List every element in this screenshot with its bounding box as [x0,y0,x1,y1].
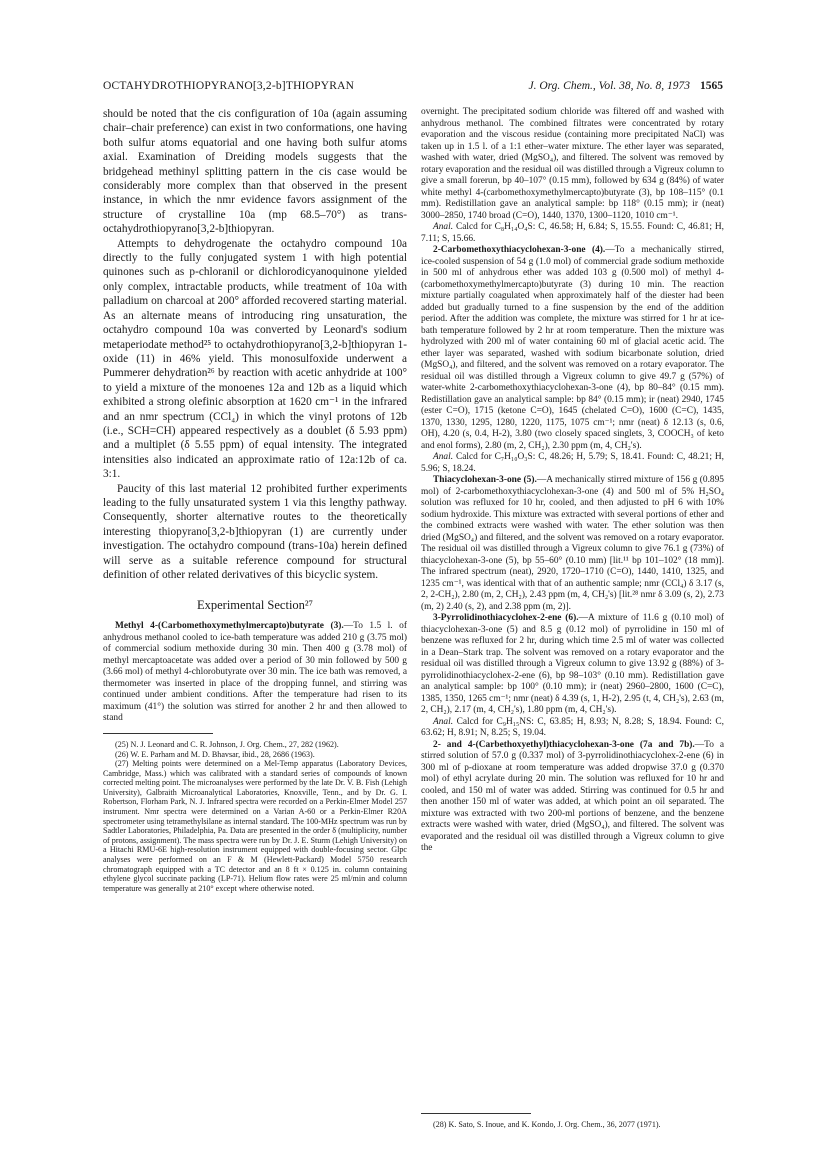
running-title: OCTAHYDROTHIOPYRANO[3,2-b]THIOPYRAN [103,80,355,92]
paragraph-body: Calcd for C₈H₁₄O₄S: C, 46.58; H, 6.84; S, 15.55. Found: C, 46.81; H, 7.11; S, 15.66. [421,222,724,244]
footnote: (26) W. E. Parham and M. D. Bhavsar, ibid., 28, 2686 (1963). [115,749,315,759]
footnote-divider [421,1113,531,1114]
paragraph: Paucity of this last material 12 prohibited further experiments leading to the fully unsaturated system 1 via this lengthy pathway. Consequently, shorter alternative routes to the theoretically interesting thiopyrano[3,2-b]thiopyran (1) are currently under investigation. The octahydro compound (trans-10a) herein defined will serve as a suitable reference compound for structural definition of other related derivatives of this bicyclic system. [103,482,407,581]
element [421,1120,724,1130]
compound-heading: Methyl 4-(Carbomethoxymethylmercapto)butyrate (3). [115,621,344,632]
paragraph [421,475,724,613]
page-number: 1565 [700,80,723,92]
anal-label: Anal. [433,452,454,462]
paragraph [421,740,724,855]
paragraph [421,613,724,717]
paragraph [421,222,724,245]
paragraph [421,245,724,452]
compound-heading: Thiacyclohexan-3-one (5). [433,475,537,485]
paragraph: should be noted that the cis configuration of 10a (again assuming chair–chair preference) can exist in two conformations, one having both sulfur atoms equatorial and one having both sulfur atoms axial. Examination of Dreiding models suggests that the bridgehead methinyl splitting pattern in the cis case would be considerably more complex than that observed in the present instance, in which the nmr evidence favors assignment of the structure of crystalline 10a (mp 68.5–70°) as trans-octahydrothiopyrano[3,2-b]thiopyran. [103,108,407,236]
footnotes [103,740,407,894]
paragraph-body: —A mixture of 11.6 g (0.10 mol) of thiacyclohexan-3-one (5) and 8.5 g (0.12 mol) of pyrrolidine in 150 ml of benzene was refluxed for 2 hr, during which time 2.5 ml of water was collected in a Dean–Stark trap. The solvent was removed on a rotary evaporator and the residual oil was distilled through a Vigreux column to give 13.92 g (88%) of 3-pyrrolidinothiacyclohex-2-ene (6), bp 98–103° (0.10 mm). Redistillation gave an analytical sample: bp 100° (0.10 mm); ir (neat) 2960–2800, 1600 (C=C), 1385, 1350, 1265 cm⁻¹; nmr (neat) δ 4.39 (s, 1, H-2), 2.95 (t, 4, CH₂'s), 2.63 (m, 2, CH₂), 2.17 (m, 4, CH₂'s), 1.80 ppm (m, 4, CH₂'s). [421,613,724,715]
paragraph [103,621,407,725]
journal-name: J. Org. Chem., Vol. 38, No. 8, 1973 [528,80,690,92]
right-column [421,107,724,855]
paragraph-body: Calcd for C₉H₁₅NS: C, 63.85; H, 8.93; N, 8.28; S, 18.94. Found: C, 63.62; H, 8.91; N, 8.25; S, 19.04. [421,716,724,738]
paragraph [421,717,724,740]
paragraph-body: —A mechanically stirred mixture of 156 g (0.895 mol) of 2-carbomethoxythiacyclohexan-3-one (4) and 500 ml of 5% H₂SO₄ solution was refluxed for 10 hr, cooled, and then adjusted to pH 6 with 10% sodium hydroxide. This mixture was extracted with several portions of ether and the combined extracts were washed with water. The ether solution was then dried (MgSO₄) and filtered, and the solvent was removed on a rotary evaporator. The residual oil was distilled through a Vigreux column to give 76.1 g (73%) of thiacyclohexan-3-one (5), bp 55–60° (0.10 mm) [lit.¹¹ bp 101–102° (18 mm)]. The infrared spectrum (neat), 2920, 1720–1710 (C=O), 1440, 1410, 1325, and 1235 cm⁻¹, was identical with that of an authentic sample; nmr (CCl₄) δ 3.17 (s, 2, 2-CH₂), 2.80 (m, 2, CH₂), 2.43 ppm (m, 4, CH₂'s) [lit.²⁸ nmr δ 3.09 (s, 2), 2.73 (m, 2) 2.40 (s, 2), and 2.38 ppm (m, 2)]. [421,475,724,612]
paragraph: Attempts to dehydrogenate the octahydro compound 10a directly to the fully conjugated system 1 with high potential quinones such as p-chloranil or dichlorodicyanoquinone yielded only complex, intractable products, while treatment of 10a with palladium on charcoal at 200° afforded recovered starting material. As an alternate means of introducing ring unsaturation, the octahydro compound 10a was converted by Leonard's sodium metaperiodate method²⁵ to octahydrothiopyrano[3,2-b]thiopyran 1-oxide (11) in 46% yield. This monosulfoxide underwent a Pummerer dehydration²⁶ by reaction with acetic anhydride at 100° to yield a mixture of the monoenes 12a and 12b as a liquid which exhibited a strong olefinic absorption at 1620 cm⁻¹ in the infrared and an nmr spectrum (CCl₄) in which the vinyl protons of 12b (i.e., SCH=CH) appeared respectively as a doublet (δ 5.93 ppm) and a multiplet (δ 5.55 ppm) of equal intensity. The integrated intensities also indicated an approximate ratio of 12a:12b of ca. 3:1. [103,237,407,481]
left-column [103,107,407,893]
compound-heading: 2- and 4-(Carbethoxyethyl)thiacyclohexan-3-one (7a and 7b). [433,739,695,750]
journal-citation [528,80,723,92]
paragraph-body: —To 1.5 l. of anhydrous methanol cooled to ice-bath temperature was added 210 g (3.75 mol) of commercial sodium methoxide during 30 min. Then 400 g (3.78 mol) of methyl mercaptoacetate was added over a period of 30 min followed by 500 g (3.66 mol) of methyl 4-chlorobutyrate over 30 min. The ice bath was removed, a thermometer was inserted in place of the dropping funnel, and stirring was continued under ambient conditions. After the temperature had risen to its maximum (41°) the solution was stirred for another 2 hr and then allowed to stand [103,621,407,724]
anal-label: Anal. [433,716,454,727]
compound-heading: 2-Carbomethoxythiacyclohexan-3-one (4). [433,245,606,255]
paragraph-body: Calcd for C₇H₁₀O₃S: C, 48.26; H, 5.79; S, 18.41. Found: C, 48.21; H, 5.96; S, 18.24. [421,452,724,474]
running-header [103,80,723,98]
experimental-text [103,621,407,725]
discussion-text [103,107,407,582]
paragraph-body: —To a stirred solution of 57.0 g (0.337 mol) of 3-pyrrolidinothiacyclohex-2-ene (6) in 300 ml of p-dioxane at room temperature was added dropwise 37.0 g (0.370 mol) of ethyl acrylate during 20 min. The solution was refluxed for 10 hr and cooled, and 150 ml of water was added. Stirring was continued for 0.5 hr and then another 150 ml of water was added, at which point an oil separated. The mixture was extracted with two 200-ml portions of benzene, and the benzene extracts were washed with water, dried (MgSO₄), and filtered. The solvent was evaporated and the residual oil was distilled through a Vigreux column to give the [421,739,725,853]
section-title: Experimental Section²⁷ [196,598,314,613]
experimental-text-continued [421,107,724,855]
footnote-divider [103,733,213,734]
right-footnote-block [421,1105,724,1130]
paragraph: overnight. The precipitated sodium chloride was filtered off and washed with anhydrous methanol. The combined filtrates were concentrated by rotary evaporation and the viscous residue (containing more precipitated NaCl) was taken up in 1.5 l. of a 1:1 ether–water mixture. The ether layer was separated, washed with water, dried (MgSO₄), and filtered. The solvent was removed by rotary evaporation and the residual oil was distilled through a Vigreux column to give a small forerun, bp 40–107° (0.15 mm), followed by 634 g (84%) of water white methyl 4-(carbomethoxymethylmercapto)butyrate (3), bp 108–115° (0.1 mm). Redistillation gave an analytical sample: bp 118° (0.15 mm); ir (neat) 3000–2850, 1740 broad (C=O), 1440, 1370, 1300–1120, 1010 cm⁻¹. [421,107,724,221]
footnote: (28) K. Sato, S. Inoue, and K. Kondo, J. Org. Chem., 36, 2077 (1971). [433,1120,661,1129]
footnote: (27) Melting points were determined on a Mel-Temp apparatus (Laboratory Devices, Cambridge, Mass.) which was calibrated with a standard series of compounds of known corrected melting point. The microanalyses were performed by the late Dr. V. B. Fish (Lehigh University), Galbraith Microanalytical Laboratories, Knoxville, Tenn., and by Dr. G. I. Robertson, Florham Park, N. J. Infrared spectra were recorded on a Perkin-Elmer Model 257 instrument. Nmr spectra were determined on a Varian A-60 or a Perkin-Elmer R20A spectrometer using tetramethylsilane as internal standard. The 100-MHz spectrum was run by Sadtler Laboratories, Philadelphia, Pa. Data are presented in the order δ (multiplicity, number of protons, assignment). The mass spectra were run by Dr. J. E. Sturm (Lehigh University) on a Hitachi RMU-6E high-resolution instrument equipped with double-focusing sector. Glpc analyses were performed on an F & M (Hewlett-Packard) Model 5750 research chromatograph equipped with a TC detector and an 8 ft × 0.125 in. column containing ethylene glycol succinate packing (LP-71). Helium flow rates were 25 ml/min and column temperature was generally at 210° except where otherwise noted. [103,759,407,893]
footnote: (25) N. J. Leonard and C. R. Johnson, J. Org. Chem., 27, 282 (1962). [115,739,339,749]
paragraph-body: —To a mechanically stirred, ice-cooled suspension of 54 g (1.0 mol) of commercial grade sodium methoxide in 500 ml of anhydrous ether was added 103 g (0.500 mol) of methyl 4-(carbomethoxymethylmercapto)butyrate (3) during 10 min. The reaction mixture partially coagulated when approximately half of the diester had been added but gradually turned to a fine suspension by the end of the addition period. After the addition was complete, the mixture was stirred for 1 hr at ice-bath temperature followed by 2 hr at room temperature. Then the mixture was hydrolyzed with 200 ml of water containing 60 ml of glacial acetic acid. The ether layer was separated, washed with sodium bicarbonate solution, dried (MgSO₄), and filtered, and the solvent was removed on a rotary evaporator. The residual oil was distilled through a Vigreux column to give 49.7 g (57%) of water-white 2-carbomethoxythiacyclohexan-3-one (4), bp 80–84° (0.15 mm). Redistillation gave an analytical sample: bp 84° (0.15 mm); ir (neat) 2940, 1745 (ester C=O), 1715 (ketone C=O), 1645 (chelated C=O), 1600 (C=C), 1435, 1370, 1330, 1295, 1280, 1220, 1175, 1075 cm⁻¹; nmr (neat) δ 12.13 (s, 0.6, OH), 4.20 (s, 0.4, H-2), 3.80 (two closely spaced singlets, 3, COOCH₃ of keto and enol forms), 2.80 (m, 2, CH₂), 2.30 ppm (m, 4, CH₂'s). [421,245,724,451]
anal-label: Anal. [433,222,454,232]
paragraph [421,452,724,475]
compound-heading: 3-Pyrrolidinothiacyclohex-2-ene (6). [433,613,579,623]
